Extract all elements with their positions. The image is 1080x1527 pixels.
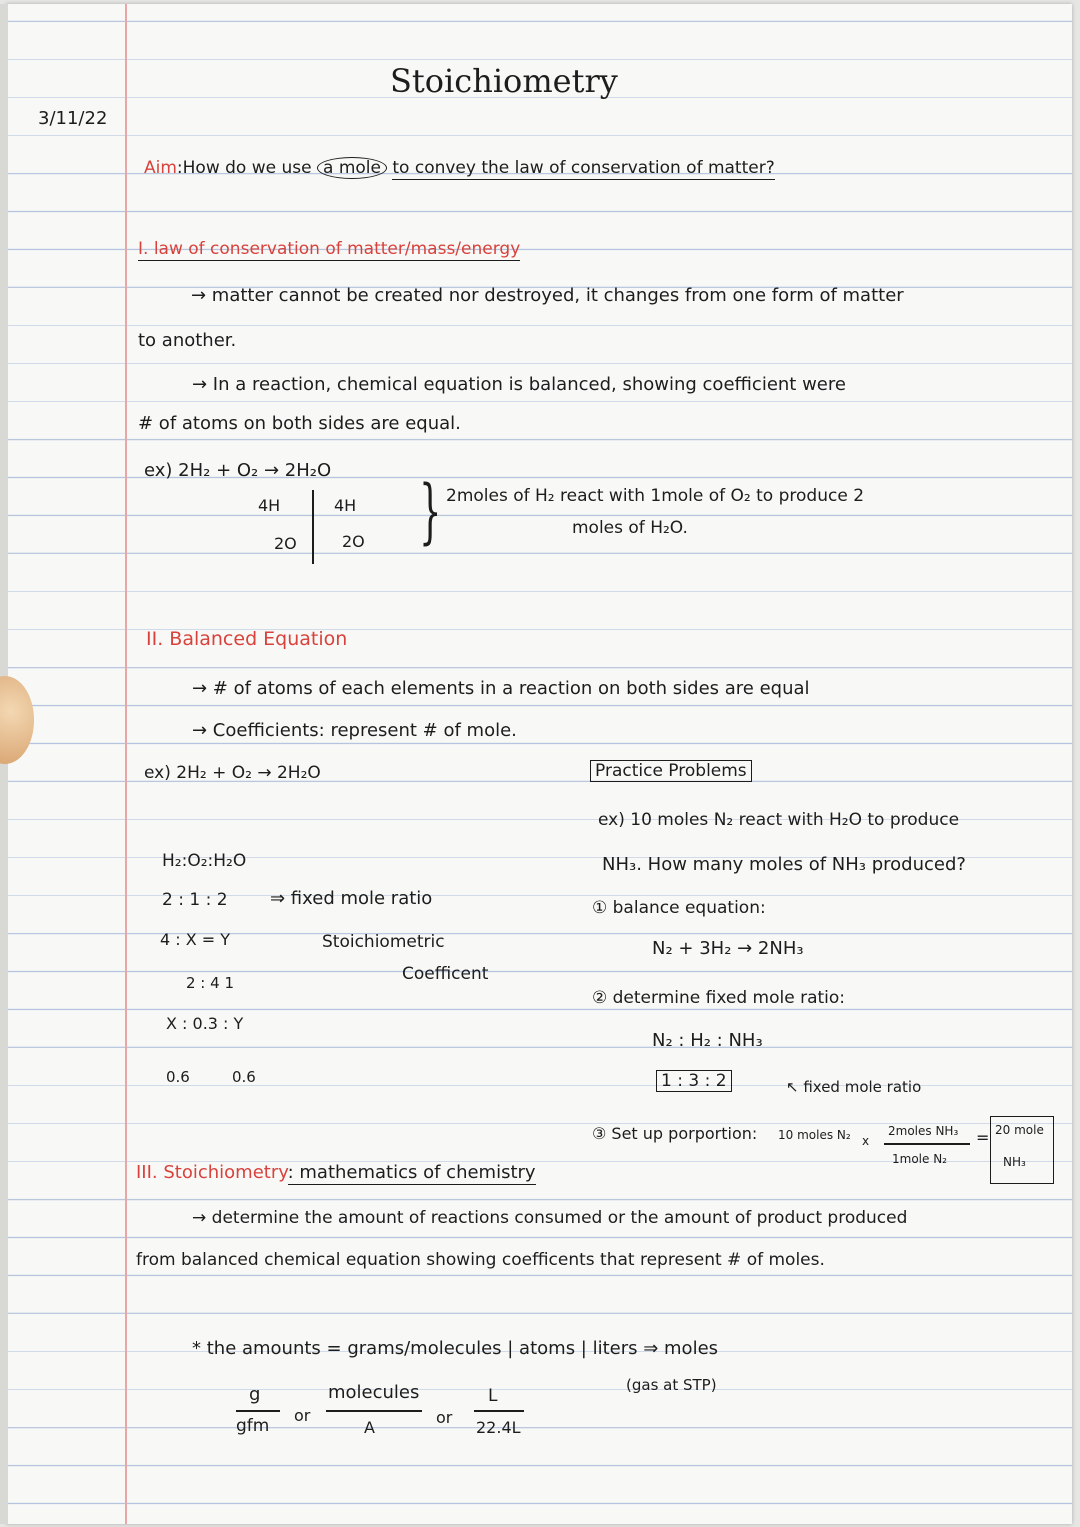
proportion-numerator: 2moles NH₃ <box>888 1124 959 1138</box>
section3-heading-tail: : mathematics of chemistry <box>287 1162 536 1183</box>
proportion-denominator: 1mole N₂ <box>892 1152 947 1166</box>
proportion-times: x <box>862 1134 870 1148</box>
row-2-4: 2 : 4 1 <box>186 974 234 992</box>
section1-note-line1: 2moles of H₂ react with 1mole of O₂ to produce 2 <box>446 486 865 506</box>
aim-circled-word: a mole <box>317 157 387 179</box>
section2-bullet1: → # of atoms of each elements in a reaction on both sides are equal <box>192 678 810 699</box>
section3-line2: from balanced chemical equation showing coefficents that represent # of moles. <box>136 1250 825 1270</box>
practice-ratio-note-text: fixed mole ratio <box>803 1078 922 1096</box>
proportion-equals: = <box>976 1128 990 1147</box>
section2-heading: II. Balanced Equation <box>146 628 348 650</box>
practice-equation: N₂ + 3H₂ → 2NH₃ <box>652 938 804 959</box>
section3-amounts-line: * the amounts = grams/molecules | atoms | liters ⇒ moles <box>192 1338 719 1359</box>
practice-step2: ② determine fixed mole ratio: <box>592 988 845 1008</box>
stp-note: (gas at STP) <box>626 1376 717 1394</box>
section3-heading: III. Stoichiometry <box>136 1162 288 1183</box>
answer-line2: NH₃ <box>1003 1155 1026 1169</box>
practice-heading: Practice Problems <box>590 760 752 782</box>
practice-ratio-note: ↖ fixed mole ratio <box>786 1078 922 1096</box>
o-atoms-left: 2O <box>274 534 297 553</box>
stoichiometric-label: Stoichiometric <box>322 932 445 952</box>
fixed-mole-ratio: ⇒ fixed mole ratio <box>270 888 433 909</box>
or-2: or <box>436 1408 453 1427</box>
proportion-fraction-bar <box>884 1143 970 1145</box>
section2-ratio-label: H₂:O₂:H₂O <box>162 851 247 871</box>
fraction3-numerator: L <box>488 1386 498 1406</box>
section1-line4: # of atoms on both sides are equal. <box>138 413 461 434</box>
aim-text-before: :How do we use <box>176 158 312 178</box>
aim-text-after: to convey the law of conservation of matter? <box>392 158 775 178</box>
fraction2-denominator: A <box>364 1418 375 1437</box>
proportion-left: 10 moles N₂ <box>778 1128 851 1142</box>
section2-ratio-values: 2 : 1 : 2 <box>162 890 228 910</box>
answer-line1: 20 mole <box>995 1123 1044 1137</box>
brace-icon: } <box>419 470 442 552</box>
fraction3-bar <box>474 1410 524 1412</box>
section1-line3: → In a reaction, chemical equation is balanced, showing coefficient were <box>192 374 846 395</box>
section1-line1: → matter cannot be created nor destroyed, it changes from one form of matter <box>191 285 904 306</box>
practice-step3: ③ Set up porportion: <box>592 1124 758 1143</box>
practice-ratio-label: N₂ : H₂ : NH₃ <box>652 1030 763 1051</box>
section1-heading: I. law of conservation of matter/mass/energy <box>138 239 521 259</box>
row-4-x-y: 4 : X = Y <box>160 930 231 949</box>
value-a: 0.6 <box>166 1068 190 1086</box>
or-1: or <box>294 1406 311 1425</box>
section3-line1: → determine the amount of reactions consumed or the amount of product produced <box>192 1208 908 1228</box>
section1-note-line2: moles of H₂O. <box>572 518 688 538</box>
practice-ratio-values: 1 : 3 : 2 <box>656 1070 732 1092</box>
section1-line2: to another. <box>138 330 237 351</box>
notebook-page <box>6 4 1072 1524</box>
fraction1-numerator: g <box>249 1384 261 1405</box>
section2-example: ex) 2H₂ + O₂ → 2H₂O <box>144 763 321 783</box>
thumb <box>0 676 34 764</box>
page-title: Stoichiometry <box>390 62 618 100</box>
practice-step1: ① balance equation: <box>592 898 766 918</box>
section3-heading-line <box>136 1162 536 1183</box>
answer-box <box>990 1116 1054 1184</box>
practice-problem-line1: ex) 10 moles N₂ react with H₂O to produce <box>598 810 960 830</box>
fraction2-bar <box>326 1410 422 1412</box>
atom-table-divider <box>312 490 314 564</box>
page-binding <box>0 4 8 1524</box>
aim-line <box>144 158 775 178</box>
fraction1-denominator: gfm <box>236 1416 270 1436</box>
row-x-03-y: X : 0.3 : Y <box>166 1014 244 1033</box>
aim-label: Aim <box>144 158 177 178</box>
fraction2-numerator: molecules <box>328 1382 420 1403</box>
h-atoms-right: 4H <box>334 496 357 515</box>
h-atoms-left: 4H <box>258 496 281 515</box>
fraction1-bar <box>236 1410 280 1412</box>
value-b: 0.6 <box>232 1068 256 1086</box>
practice-problem-line2: NH₃. How many moles of NH₃ produced? <box>602 854 966 875</box>
section2-bullet2: → Coefficients: represent # of mole. <box>192 720 517 741</box>
o-atoms-right: 2O <box>342 532 365 551</box>
section1-example: ex) 2H₂ + O₂ → 2H₂O <box>144 460 332 481</box>
date: 3/11/22 <box>38 108 108 129</box>
coefficient-label: Coefficent <box>402 964 489 984</box>
fraction3-denominator: 22.4L <box>476 1418 521 1437</box>
